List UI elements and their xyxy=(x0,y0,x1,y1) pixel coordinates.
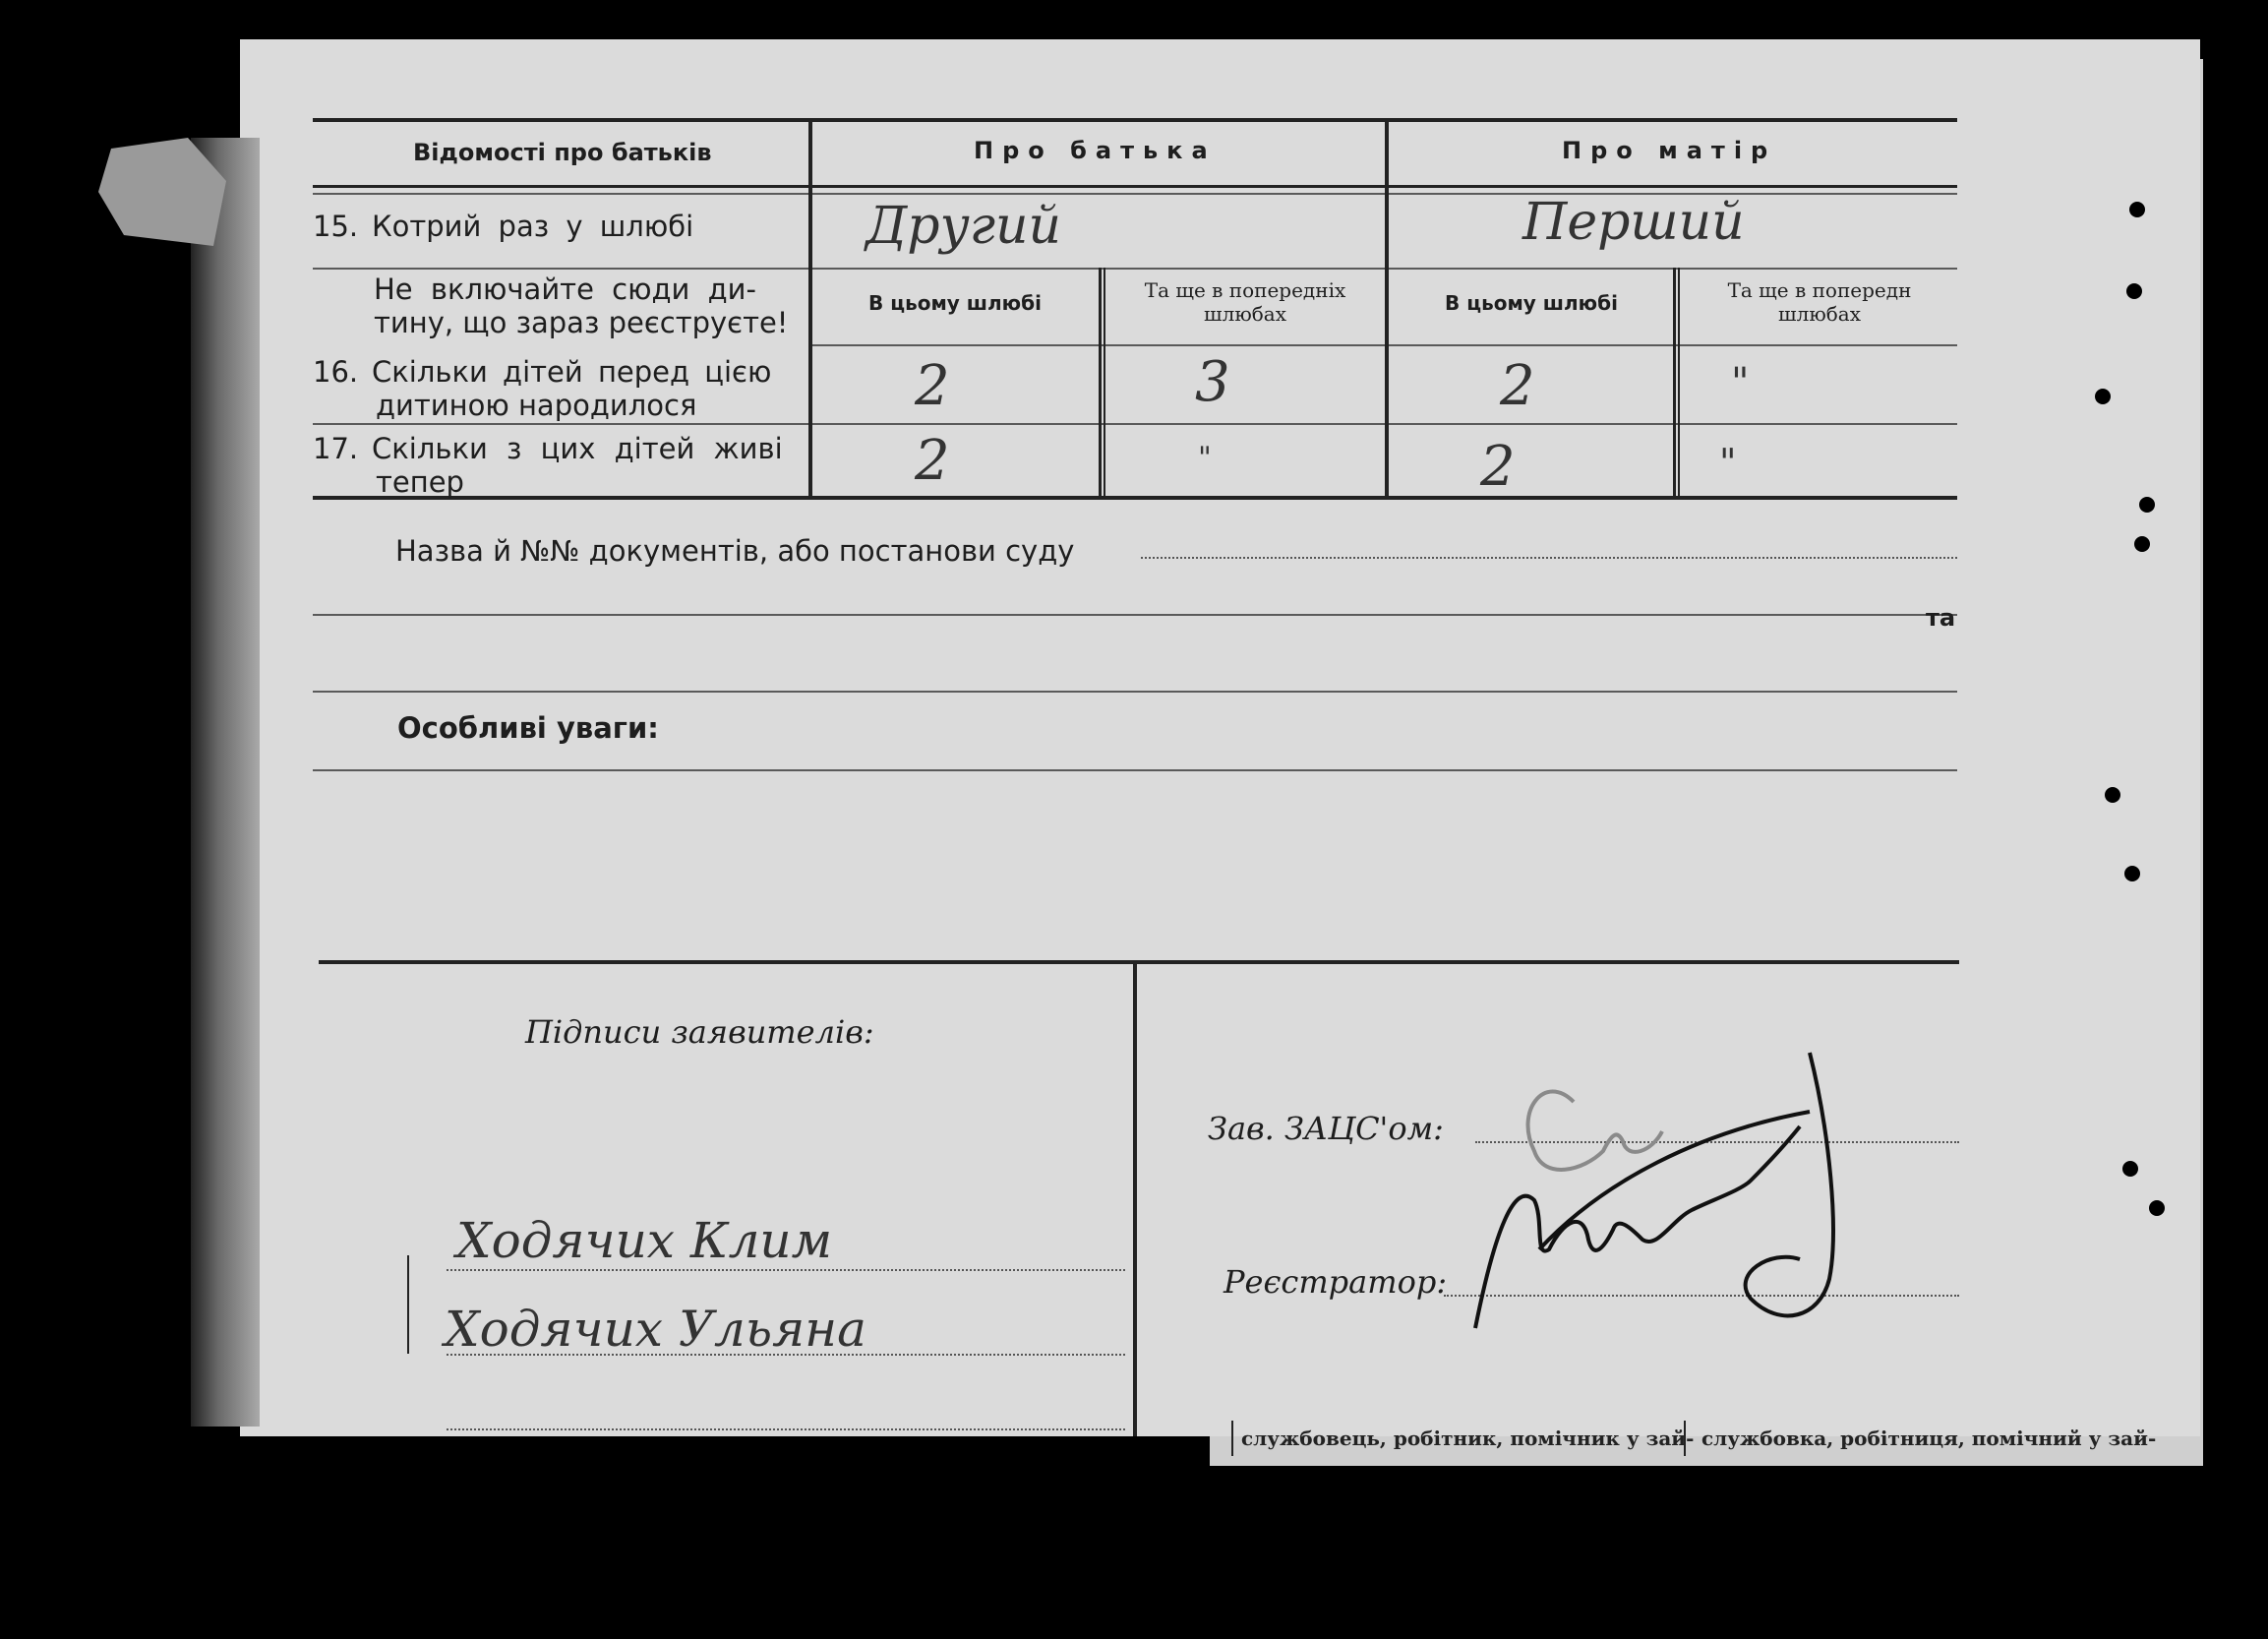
documents-dotted-line xyxy=(1141,557,1957,559)
header-parents-info: Відомості про батьків xyxy=(413,139,712,166)
strip-divider xyxy=(1231,1421,1233,1456)
applicant-signature-2: Ходячих Ульяна xyxy=(445,1301,866,1358)
documents-label: Назва й №№ документів, або постанови суду xyxy=(395,534,1075,568)
signature-section-top-border xyxy=(319,960,1959,964)
row15-mother-handwritten: Перший xyxy=(1522,193,1745,252)
row16-father-prev: 3 xyxy=(1195,350,1230,414)
binding-hole xyxy=(2139,497,2155,513)
row16-number: 16. xyxy=(313,355,359,389)
binding-hole xyxy=(2105,787,2120,803)
applicants-signatures-label: Підписи заявителів: xyxy=(525,1013,874,1051)
underlying-text-left: службовець, робітник, помічник у зай- xyxy=(1241,1427,1695,1450)
row17-label-line2: тепер xyxy=(376,465,464,499)
cut-off-text: та xyxy=(1926,604,1956,632)
header-bottom-border xyxy=(313,185,1957,188)
registrar-label: Реєстратор: xyxy=(1224,1263,1448,1301)
row15-label: Котрий раз у шлюбі xyxy=(372,210,694,243)
rule-line xyxy=(313,691,1957,693)
note-line2: тину, що зараз реєструєте! xyxy=(374,306,789,339)
binding-hole xyxy=(2095,389,2111,404)
row16-mother-prev: " xyxy=(1731,360,1750,405)
signature-section-divider xyxy=(1133,962,1137,1436)
row16-bottom-line xyxy=(313,423,1957,425)
zags-head-label: Зав. ЗАЦС'ом: xyxy=(1208,1110,1444,1147)
underlying-text-right: службовка, робітниця, помічний у зай- xyxy=(1701,1427,2157,1450)
rule-line xyxy=(313,769,1957,771)
row15-bottom-line xyxy=(313,268,1957,270)
row16-label-line1: Скільки дітей перед цією xyxy=(372,355,772,389)
binding-hole xyxy=(2124,866,2140,881)
subheader-bottom-line xyxy=(808,344,1957,346)
row16-label-line2: дитиною народилося xyxy=(376,389,697,422)
subcolumn-divider xyxy=(1099,268,1102,498)
subheader-mother-this-marriage: В цьому шлюбі xyxy=(1445,291,1618,315)
row16-father-this: 2 xyxy=(915,354,950,418)
note-line1: Не включайте сюди ди- xyxy=(374,273,756,306)
table-bottom-border xyxy=(313,496,1957,500)
row17-label-line1: Скільки з цих дітей живі xyxy=(372,432,783,465)
remarks-label: Особливі уваги: xyxy=(397,711,659,745)
applicant-dotted-line xyxy=(447,1354,1125,1356)
row17-mother-prev: " xyxy=(1719,441,1737,484)
bracket-mark xyxy=(407,1255,409,1354)
applicant-signature-1: Ходячих Клим xyxy=(456,1212,833,1269)
row16-mother-this: 2 xyxy=(1500,354,1535,418)
row17-number: 17. xyxy=(313,432,359,465)
header-father: Про батька xyxy=(974,137,1217,164)
header-mother: Про матір xyxy=(1562,137,1777,164)
binding-hole xyxy=(2134,536,2150,552)
row15-number: 15. xyxy=(313,210,359,243)
binding-hole xyxy=(2122,1161,2138,1177)
subheader-mother-previous: Та ще в попередн шлюбах xyxy=(1727,278,1912,326)
binding-hole xyxy=(2129,202,2145,217)
applicant-dotted-line xyxy=(447,1428,1125,1430)
rule-line xyxy=(313,614,1957,616)
row15-father-handwritten: Другий xyxy=(865,197,1061,256)
table-top-border xyxy=(313,118,1957,122)
subheader-father-previous: Та ще в попередніх шлюбах xyxy=(1144,278,1346,326)
page-binding-edge xyxy=(191,138,260,1427)
row17-mother-this: 2 xyxy=(1480,435,1516,499)
subheader-father-this-marriage: В цьому шлюбі xyxy=(868,291,1042,315)
row17-father-prev: " xyxy=(1198,441,1212,475)
applicant-dotted-line xyxy=(447,1269,1125,1271)
binding-hole xyxy=(2126,283,2142,299)
official-signatures xyxy=(1456,1033,1869,1348)
row17-father-this: 2 xyxy=(915,429,950,493)
binding-hole xyxy=(2149,1200,2165,1216)
